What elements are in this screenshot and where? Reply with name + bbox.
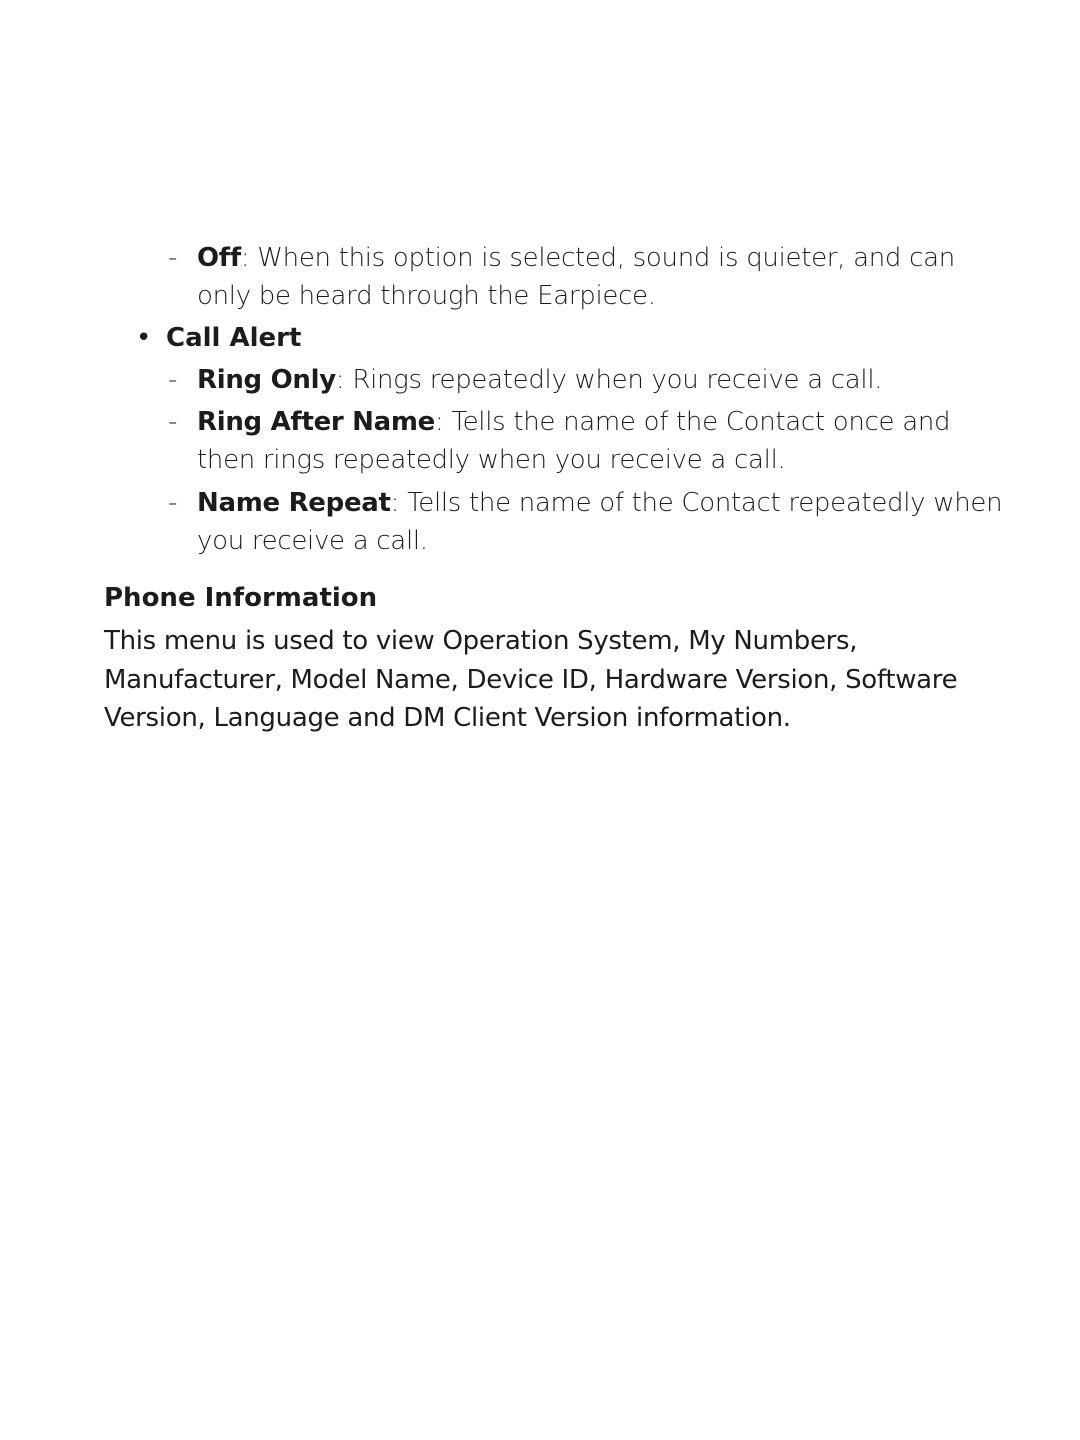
option-ring-after-name-description: : Tells the name of the Contact once and then rings repeatedly when you receive a call. (197, 407, 951, 475)
dash-marker: - (168, 365, 178, 395)
option-off-term: Off (197, 243, 241, 273)
call-alert-item (136, 319, 996, 357)
option-off (168, 239, 1008, 315)
option-name-repeat (168, 484, 1008, 560)
bullet-marker: • (136, 323, 152, 353)
option-ring-only-term: Ring Only (197, 365, 336, 395)
option-name-repeat-description: : Tells the name of the Contact repeatedly when you receive a call. (197, 488, 1003, 556)
option-off-body (197, 239, 1008, 315)
option-ring-after-name-body (197, 403, 1008, 479)
option-name-repeat-term: Name Repeat (197, 488, 391, 518)
dash-marker: - (168, 488, 178, 518)
option-ring-after-name-term: Ring After Name (197, 407, 436, 437)
option-ring-after-name (168, 403, 1008, 479)
option-name-repeat-body (197, 484, 1008, 560)
option-ring-only (168, 361, 1008, 399)
phone-information-description: This menu is used to view Operation System, My Numbers, Manufacturer, Model Name, Device ID, Hardware Version, Software Version, Language and DM Client Version information. (104, 626, 958, 733)
dash-marker: - (168, 243, 178, 273)
section-heading-phone-information: Phone Information (104, 583, 378, 613)
option-off-description: : When this option is selected, sound is quieter, and can only be heard through the Earpiece. (197, 243, 955, 311)
option-ring-only-description: : Rings repeatedly when you receive a call. (335, 365, 883, 395)
dash-marker: - (168, 407, 178, 437)
option-ring-only-body (197, 361, 1008, 399)
call-alert-label: Call Alert (166, 323, 302, 353)
